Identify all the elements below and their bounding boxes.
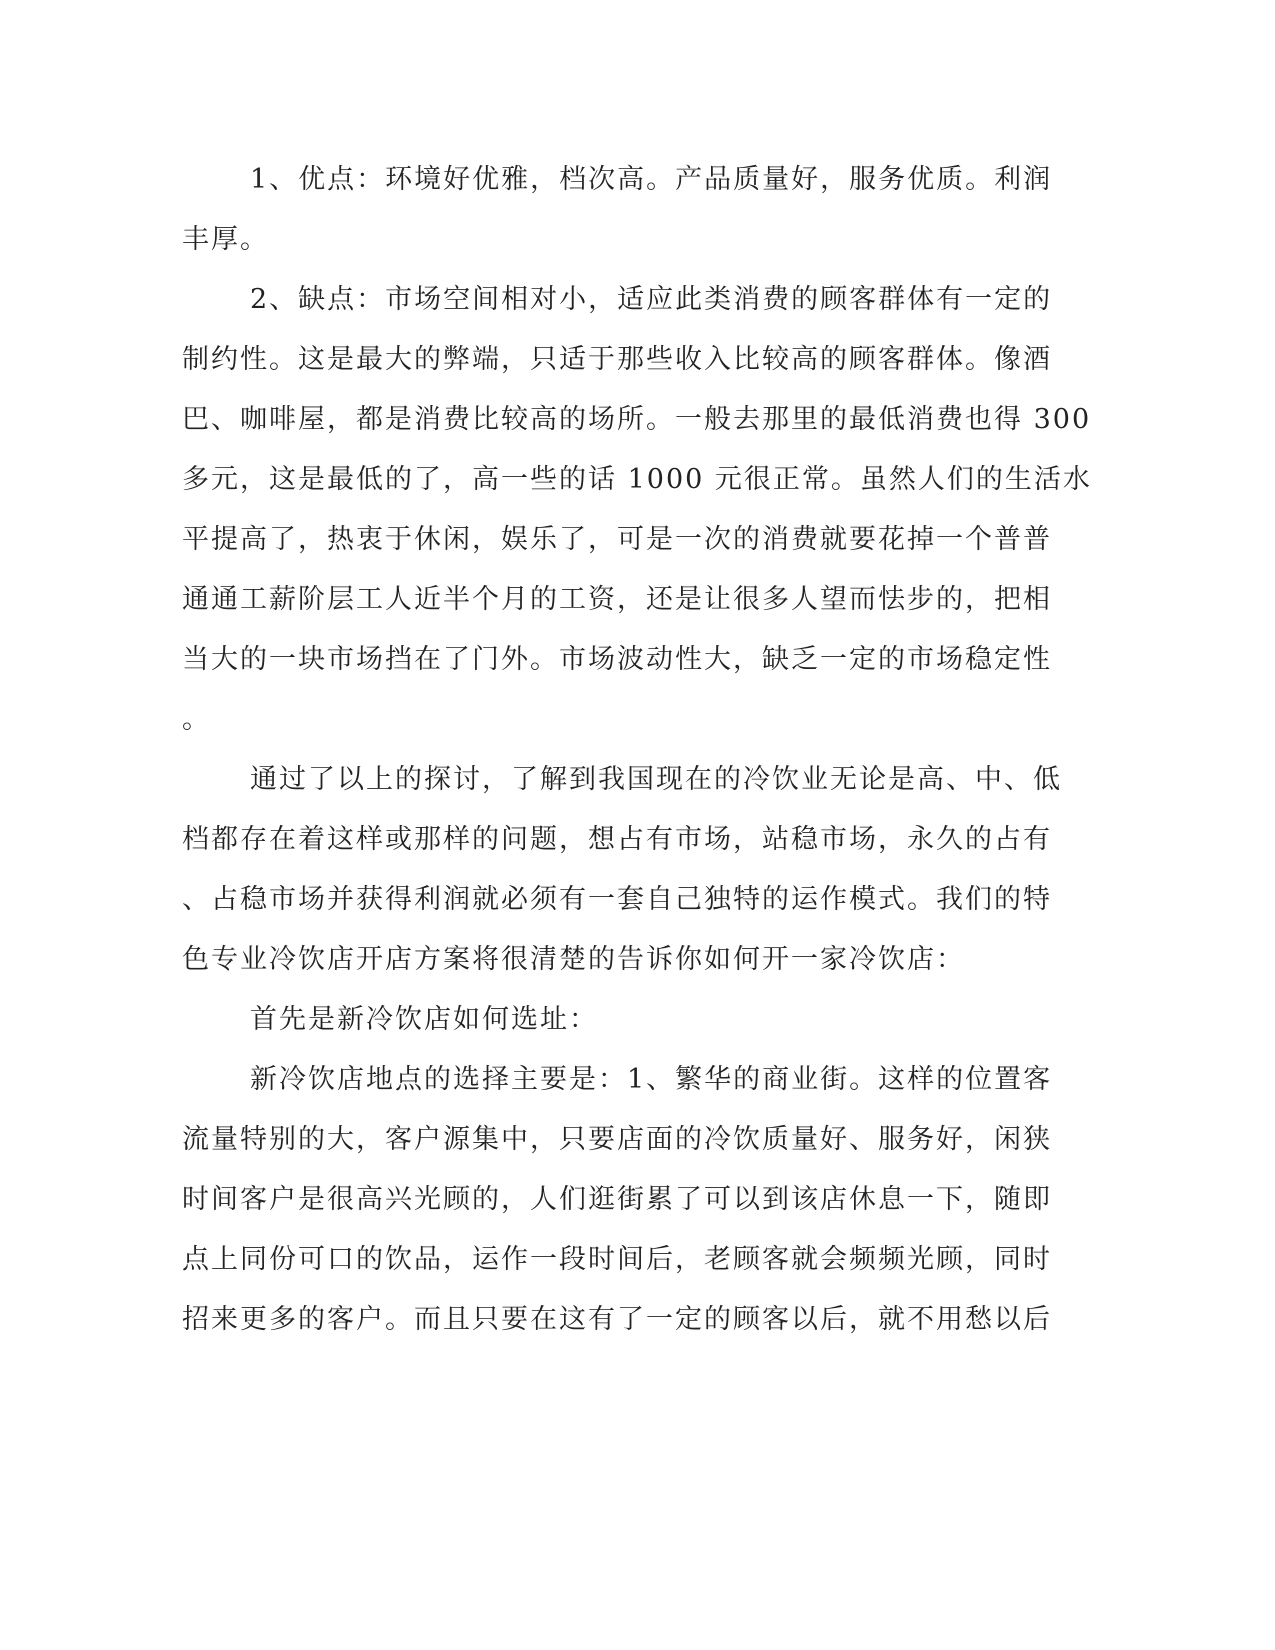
- text-line: 档都存在着这样或那样的问题，想占有市场，站稳市场，永久的占有: [182, 824, 1052, 855]
- text-line: 招来更多的客户。而且只要在这有了一定的顾客以后，就不用愁以后: [182, 1304, 1052, 1335]
- paragraph-site-selection-heading: [182, 990, 1042, 1050]
- paragraph-disadvantages: [182, 270, 1092, 750]
- text-line: 流量特别的大，客户源集中，只要店面的冷饮质量好、服务好，闲狭: [182, 1124, 1052, 1155]
- text-line: 2、缺点：市场空间相对小，适应此类消费的顾客群体有一定的: [250, 284, 1053, 315]
- text-line: 色专业冷饮店开店方案将很清楚的告诉你如何开一家冷饮店：: [182, 944, 965, 975]
- text-line: 新冷饮店地点的选择主要是：1、繁华的商业街。这样的位置客: [250, 1064, 1053, 1095]
- text-line: 制约性。这是最大的弊端，只适于那些收入比较高的顾客群体。像酒: [182, 344, 1052, 375]
- text-line: 通通工薪阶层工人近半个月的工资，还是让很多人望而怯步的，把相: [182, 584, 1052, 615]
- document-body: [182, 150, 1092, 1350]
- paragraph-location: [182, 1050, 1053, 1350]
- paragraph-discussion: [182, 750, 1062, 990]
- text-line: 、占稳市场并获得利润就必须有一套自己独特的运作模式。我们的特: [182, 884, 1052, 915]
- text-line: 点上同份可口的饮品，运作一段时间后，老顾客就会频频光顾，同时: [182, 1244, 1052, 1275]
- text-line: 1、优点：环境好优雅，档次高。产品质量好，服务优质。利润: [250, 164, 1053, 195]
- text-line: 多元，这是最低的了，高一些的话 1000 元很正常。虽然人们的生活水: [182, 464, 1092, 495]
- text-line: 。: [182, 704, 211, 735]
- text-line: 丰厚。: [182, 224, 269, 255]
- text-line: 通过了以上的探讨，了解到我国现在的冷饮业无论是高、中、低: [250, 764, 1062, 795]
- text-line: 当大的一块市场挡在了门外。市场波动性大，缺乏一定的市场稳定性: [182, 644, 1052, 675]
- text-line: 巴、咖啡屋，都是消费比较高的场所。一般去那里的最低消费也得 300: [182, 404, 1092, 435]
- text-line: 时间客户是很高兴光顾的，人们逛街累了可以到该店休息一下，随即: [182, 1184, 1052, 1215]
- text-line: 首先是新冷饮店如何选址：: [250, 1004, 598, 1035]
- paragraph-advantages: [182, 150, 1053, 270]
- text-line: 平提高了，热衷于休闲，娱乐了，可是一次的消费就要花掉一个普普: [182, 524, 1052, 555]
